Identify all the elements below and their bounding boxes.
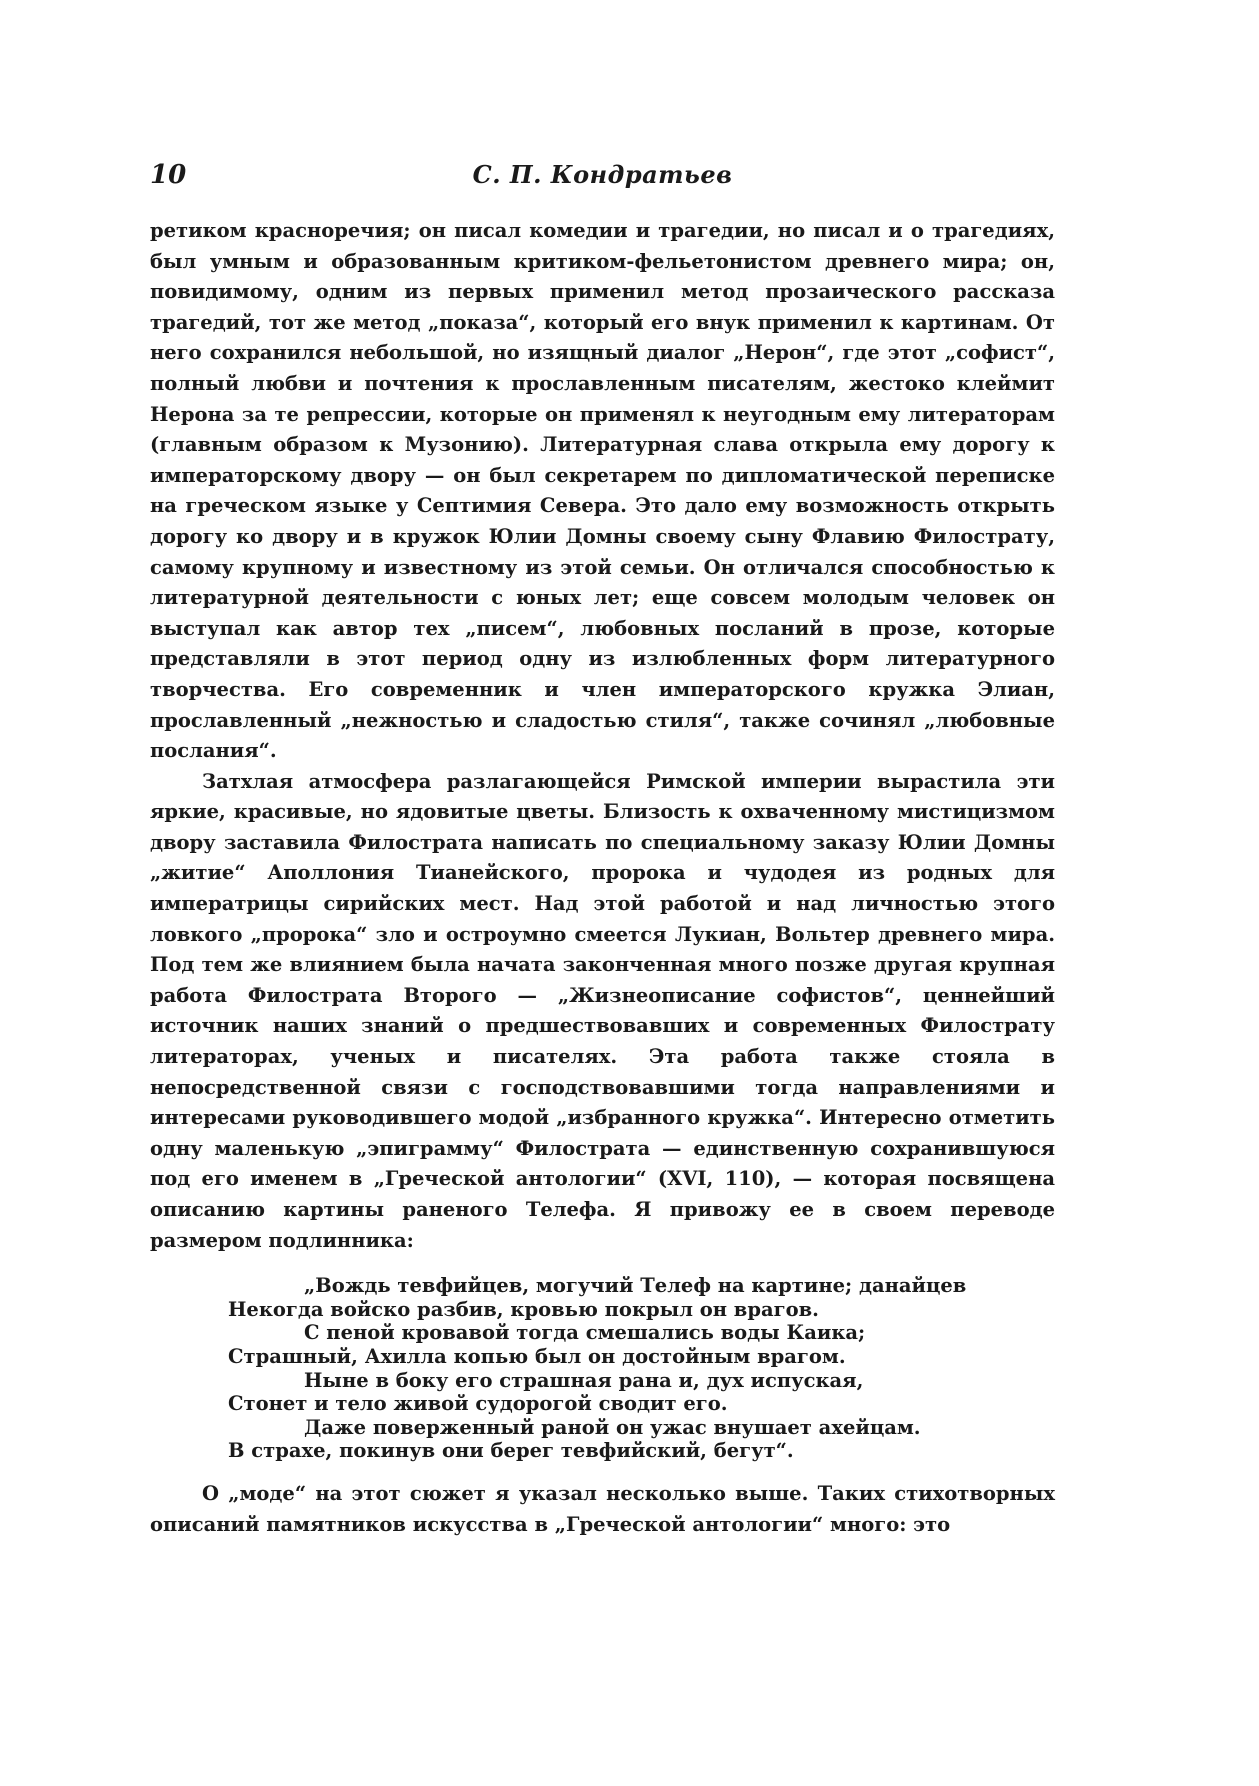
poem-line: „Вождь тевфийцев, могучий Телеф на картине; данайцев (304, 1274, 967, 1298)
book-page (150, 160, 1055, 1540)
poem-line: Страшный, Ахилла копью был он достойным врагом. (228, 1344, 846, 1368)
poem-line: С пеной кровавой тогда смешались воды Каика; (304, 1321, 866, 1345)
closing-paragraph: О „моде“ на этот сюжет я указал несколько выше. Таких стихотворных описаний памятников искусства в „Греческой антологии“ много: это (150, 1481, 1055, 1536)
poem-line: Стонет и тело живой судорогой сводит его. (228, 1392, 728, 1416)
page-number: 10 (150, 160, 187, 190)
poem-line: Ныне в боку его страшная рана и, дух испуская, (304, 1368, 864, 1392)
body-text (150, 216, 1055, 1540)
paragraph-1: ретиком красноречия; он писал комедии и трагедии, но писал и о трагедиях, был умным и образованным критиком-фельетонистом древнего мира; он, повидимому, одним из первых применил метод прозаического рассказа трагедий, тот же метод „показа“, который его внук применил к картинам. От него сохранился небольшой, но изящный диалог „Нерон“, где этот „софист“, полный любви и почтения к прославленным писателям, жестоко клеймит Нерона за те репрессии, которые он применял к неугодным ему литераторам (главным образом к Музонию). Литературная слава открыла ему дорогу к императорскому двору — он был секретарем по дипломатической переписке на греческом языке у Септимия Севера. Это дало ему возможность открыть дорогу ко двору и в кружок Юлии Домны своему сыну Флавию Филострату, самому крупному и известному из этой семьи. Он отличался способностью к литературной деятельности с юных лет; еще совсем молодым человек он выступал как автор тех „писем“, любовных посланий в прозе, которые представляли в этот период одну из излюбленных форм литературного творчества. Его современник и член императорского кружка Элиан, прославленный „нежностью и сладостью стиля“, также сочинял „любовные послания“. (150, 219, 1055, 763)
poem-line: Даже поверженный раной он ужас внушает ахейцам. (304, 1415, 921, 1439)
epigram-poem (228, 1274, 1055, 1463)
poem-line: Некогда войско разбив, кровью покрыл он врагов. (228, 1297, 819, 1321)
running-head-author: С. П. Кондратьев (472, 160, 733, 189)
running-head (150, 160, 1055, 200)
paragraph-2: Затхлая атмосфера разлагающейся Римской империи вырастила эти яркие, красивые, но ядовитые цветы. Близость к охваченному мистицизмом двору заставила Филострата написать по специальному заказу Юлии Домны „житие“ Аполлония Тианейского, пророка и чудодея из родных для императрицы сирийских мест. Над этой работой и над личностью этого ловкого „пророка“ зло и остроумно смеется Лукиан, Вольтер древнего мира. Под тем же влиянием была начата законченная много позже другая крупная работа Филострата Второго — „Жизнеописание софистов“, ценнейший источник наших знаний о предшествовавших и современных Филострату литераторах, ученых и писателях. Эта работа также стояла в непосредственной связи с господствовавшими тогда направлениями и интересами руководившего модой „избранного кружка“. Интересно отметить одну маленькую „эпиграмму“ Филострата — единственную сохранившуюся под его именем в „Греческой антологии“ (XVI, 110), — которая посвящена описанию картины раненого Телефа. Я привожу ее в своем переводе размером подлинника: (150, 769, 1055, 1252)
poem-line: В страхе, покинув они берег тевфийский, бегут“. (228, 1439, 794, 1463)
